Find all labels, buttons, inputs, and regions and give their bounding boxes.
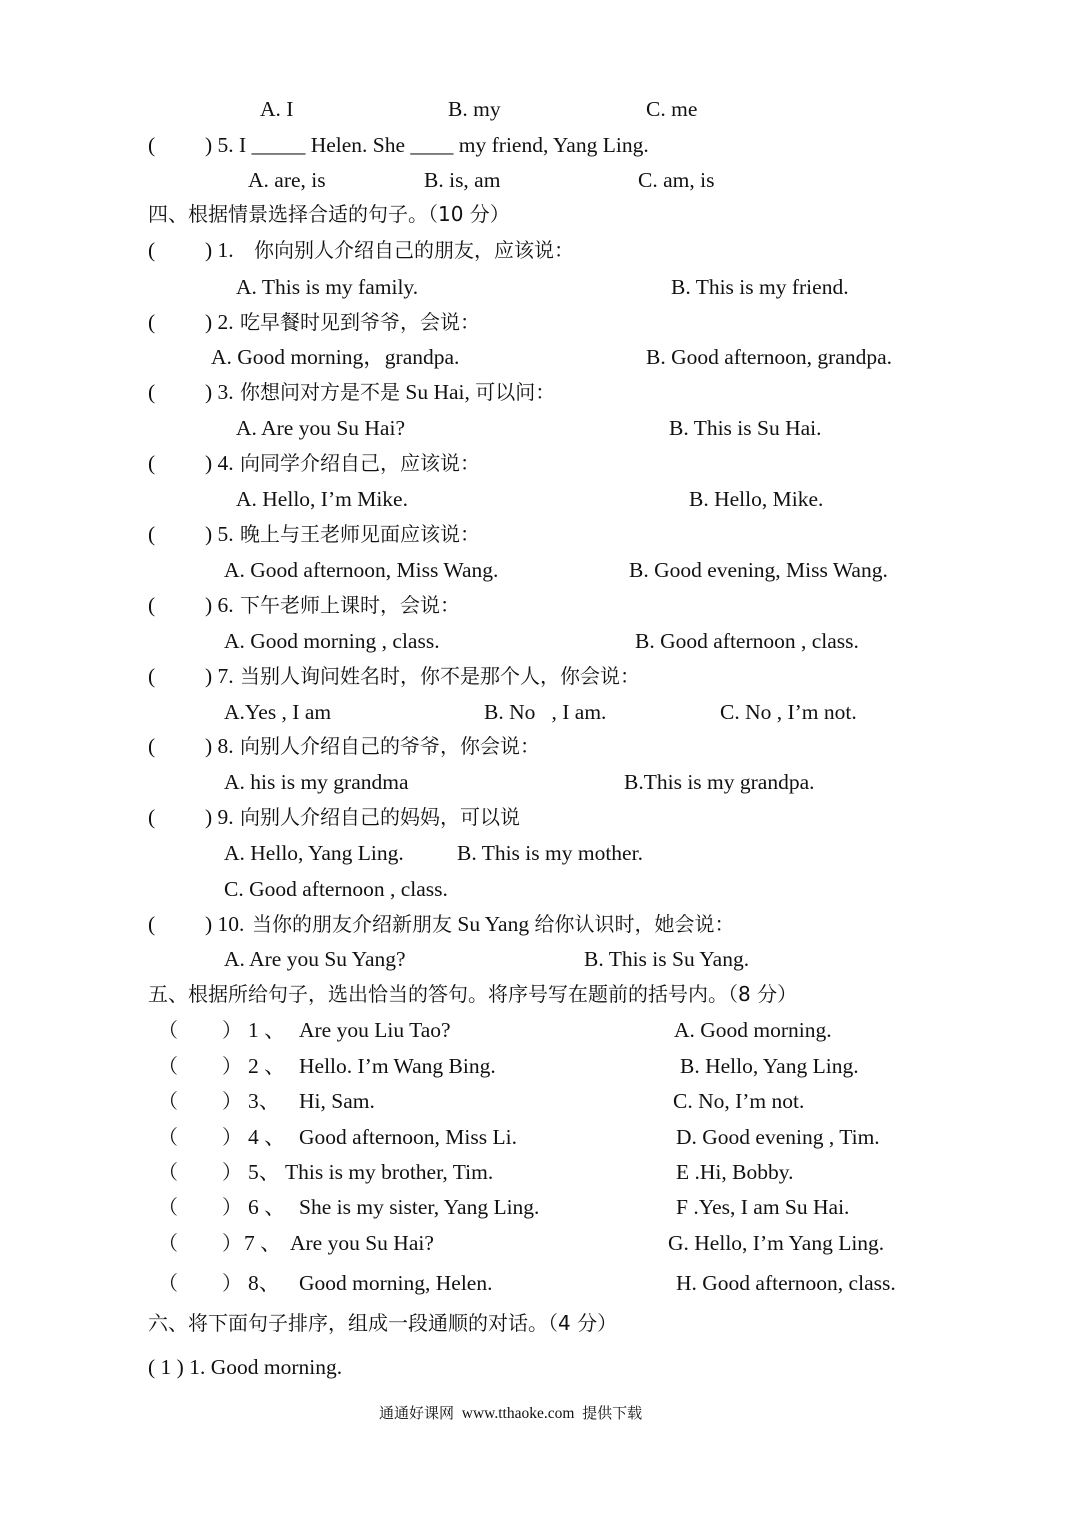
section4-title: 四、根据情景选择合适的句子。（10 分） <box>148 202 510 226</box>
footer-url: www.tthaoke.com <box>461 1405 575 1422</box>
s4-q2-option-b: B. Good afternoon, grandpa. <box>646 345 892 369</box>
s6-first-line: ( 1 ) 1. Good morning. <box>148 1355 343 1379</box>
answer-paren-open: （ <box>158 1054 178 1078</box>
s4-q3-num: ) 3. <box>205 380 234 404</box>
answer-paren: ( <box>148 310 156 334</box>
answer-paren: ( <box>148 133 156 157</box>
footer-download-text: 提供下载 <box>582 1404 643 1422</box>
section5-title: 五、根据所给句子，选出恰当的答句。将序号写在题前的括号内。（8 分） <box>148 982 798 1006</box>
answer-paren: ( <box>148 734 156 758</box>
s4-q1-option-a: A. This is my family. <box>236 275 419 299</box>
answer-paren-open: （ <box>158 1089 178 1113</box>
footer <box>379 1406 642 1422</box>
q5-option-c: C. am, is <box>638 168 715 192</box>
s4-q4-option-a: A. Hello, I’m Mike. <box>236 487 408 511</box>
answer-paren: ( <box>148 912 156 936</box>
s4-q1-num: ) 1. <box>205 238 234 262</box>
answer-paren-open: （ <box>158 1160 178 1184</box>
s4-q7-option-c: C. No , I’m not. <box>720 700 857 724</box>
s5-q3-question: Hi, Sam. <box>299 1089 375 1113</box>
s5-q6-num: 6 、 <box>248 1195 286 1219</box>
s5-q2-num: 2 、 <box>248 1054 286 1078</box>
s5-answer-c: C. No, I’m not. <box>673 1089 805 1113</box>
s4-q3-prompt: 你想问对方是不是 Su Hai, 可以问： <box>240 380 556 404</box>
answer-paren-close: ） <box>222 1054 242 1078</box>
s5-answer-f: F .Yes, I am Su Hai. <box>676 1195 850 1219</box>
s5-answer-a: A. Good morning. <box>674 1018 832 1042</box>
s5-q1-num: 1 、 <box>248 1018 286 1042</box>
section6-title: 六、将下面句子排序，组成一段通顺的对话。（4 分） <box>148 1311 618 1335</box>
s4-q9-option-c: C. Good afternoon , class. <box>224 877 448 901</box>
answer-paren: ( <box>148 238 156 262</box>
s5-answer-g: G. Hello, I’m Yang Ling. <box>668 1231 885 1255</box>
answer-paren: ( <box>148 805 156 829</box>
s4-q4-num: ) 4. <box>205 451 234 475</box>
q5-option-a: A. are, is <box>248 168 326 192</box>
s4-q2-num: ) 2. <box>205 310 234 334</box>
s4-q5-option-a: A. Good afternoon, Miss Wang. <box>224 558 499 582</box>
q5-question: ) 5. I _____ Helen. She ____ my friend, Yang Ling. <box>205 133 649 157</box>
s4-q1-prompt: 你向别人介绍自己的朋友，应该说： <box>254 238 574 262</box>
answer-paren-close: ） <box>222 1271 242 1295</box>
answer-paren: ( <box>148 664 156 688</box>
s4-q8-option-a: A. his is my grandma <box>224 770 409 794</box>
s4-q5-num: ) 5. <box>205 522 234 546</box>
s4-q7-option-b: B. No , I am. <box>484 700 607 724</box>
s5-answer-e: E .Hi, Bobby. <box>676 1160 794 1184</box>
s4-q2-option-a: A. Good morning，grandpa. <box>211 345 460 369</box>
s4-q8-num: ) 8. <box>205 734 234 758</box>
q4-option-c: C. me <box>646 97 698 121</box>
s4-q7-option-a: A.Yes , I am <box>224 700 332 724</box>
s4-q8-option-b: B.This is my grandpa. <box>624 770 815 794</box>
s4-q9-option-a: A. Hello, Yang Ling. <box>224 841 404 865</box>
s4-q6-prompt: 下午老师上课时，会说： <box>240 593 460 617</box>
s5-q5-num: 5、 <box>248 1160 281 1184</box>
s5-q1-question: Are you Liu Tao? <box>299 1018 451 1042</box>
answer-paren-open: （ <box>158 1018 178 1042</box>
s5-q4-num: 4 、 <box>248 1125 286 1149</box>
s4-q10-prompt: 当你的朋友介绍新朋友 Su Yang 给你认识时，她会说： <box>252 912 735 936</box>
s4-q7-num: ) 7. <box>205 664 234 688</box>
answer-paren: ( <box>148 451 156 475</box>
q5-option-b: B. is, am <box>424 168 501 192</box>
answer-paren-close: ） <box>222 1231 242 1255</box>
s4-q5-prompt: 晚上与王老师见面应该说： <box>240 522 480 546</box>
s5-q7-num: 7 、 <box>244 1231 282 1255</box>
s4-q6-option-b: B. Good afternoon , class. <box>635 629 859 653</box>
answer-paren-close: ） <box>222 1089 242 1113</box>
answer-paren: ( <box>148 522 156 546</box>
s4-q10-num: ) 10. <box>205 912 245 936</box>
answer-paren-open: （ <box>158 1125 178 1149</box>
s4-q9-num: ) 9. <box>205 805 234 829</box>
s5-answer-b: B. Hello, Yang Ling. <box>680 1054 859 1078</box>
s5-q3-num: 3、 <box>248 1089 281 1113</box>
s4-q3-option-b: B. This is Su Hai. <box>669 416 822 440</box>
q4-option-a: A. I <box>260 97 294 121</box>
answer-paren-close: ） <box>222 1018 242 1042</box>
s5-answer-h: H. Good afternoon, class. <box>676 1271 896 1295</box>
answer-paren-close: ） <box>222 1125 242 1149</box>
s4-q9-option-b: B. This is my mother. <box>457 841 643 865</box>
footer-site-name: 通通好课网 <box>379 1404 455 1422</box>
s4-q3-option-a: A. Are you Su Hai? <box>236 416 405 440</box>
s5-q8-question: Good morning, Helen. <box>299 1271 493 1295</box>
answer-paren-open: （ <box>158 1195 178 1219</box>
answer-paren-close: ） <box>222 1195 242 1219</box>
s4-q6-option-a: A. Good morning , class. <box>224 629 440 653</box>
q4-option-b: B. my <box>448 97 501 121</box>
answer-paren-open: （ <box>158 1231 178 1255</box>
s5-answer-d: D. Good evening , Tim. <box>676 1125 880 1149</box>
s4-q10-option-b: B. This is Su Yang. <box>584 947 750 971</box>
s4-q9-prompt: 向别人介绍自己的妈妈，可以说 <box>240 805 520 829</box>
s5-q6-question: She is my sister, Yang Ling. <box>299 1195 540 1219</box>
s4-q4-prompt: 向同学介绍自己，应该说： <box>240 451 480 475</box>
s5-q4-question: Good afternoon, Miss Li. <box>299 1125 517 1149</box>
s4-q4-option-b: B. Hello, Mike. <box>689 487 824 511</box>
s4-q2-prompt: 吃早餐时见到爷爷，会说： <box>240 310 480 334</box>
s4-q8-prompt: 向别人介绍自己的爷爷，你会说： <box>240 734 540 758</box>
s5-q8-num: 8、 <box>248 1271 281 1295</box>
answer-paren-open: （ <box>158 1271 178 1295</box>
s5-q7-question: Are you Su Hai? <box>290 1231 434 1255</box>
answer-paren: ( <box>148 593 156 617</box>
s4-q7-prompt: 当别人询问姓名时，你不是那个人，你会说： <box>240 664 640 688</box>
s4-q10-option-a: A. Are you Su Yang? <box>224 947 406 971</box>
s5-q2-question: Hello. I’m Wang Bing. <box>299 1054 496 1078</box>
s4-q6-num: ) 6. <box>205 593 234 617</box>
answer-paren: ( <box>148 380 156 404</box>
s4-q5-option-b: B. Good evening, Miss Wang. <box>629 558 888 582</box>
s4-q1-option-b: B. This is my friend. <box>671 275 849 299</box>
answer-paren-close: ） <box>222 1160 242 1184</box>
s5-q5-question: This is my brother, Tim. <box>285 1160 494 1184</box>
